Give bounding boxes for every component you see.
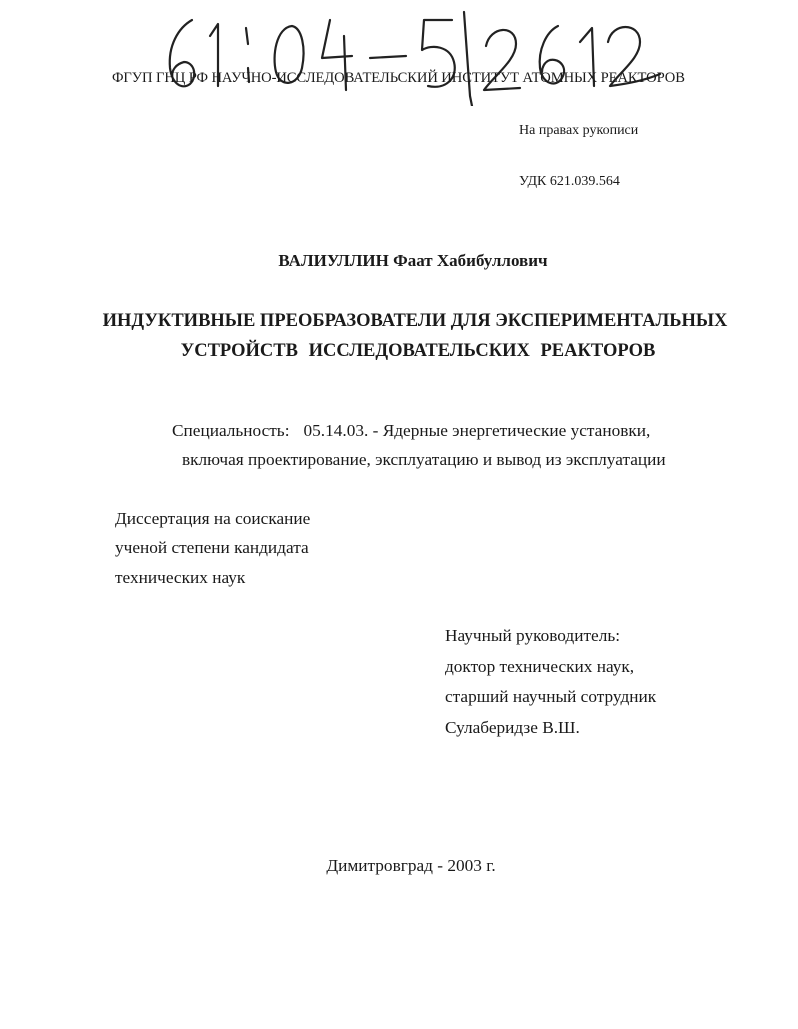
specialty-code: 05.14.03. - Ядерные энергетические установки,	[303, 421, 651, 440]
handwritten-archive-number	[160, 6, 680, 106]
supervisor-line-3: старший научный сотрудник	[445, 687, 657, 706]
supervisor-block	[445, 621, 656, 743]
specialty-block	[172, 416, 666, 474]
manuscript-rights-note: На правах рукописи	[519, 123, 639, 138]
degree-block	[115, 504, 310, 592]
udc-code: УДК 621.039.564	[519, 174, 620, 189]
institute-name: ФГУП ГНЦ РФ НАУЧНО-ИССЛЕДОВАТЕЛЬСКИЙ ИНСТИТУТ АТОМНЫХ РЕАКТОРОВ	[112, 70, 685, 86]
specialty-line-2: включая проектирование, эксплуатацию и вывод из эксплуатации	[182, 450, 666, 469]
dissertation-title	[0, 306, 798, 366]
author-name: ВАЛИУЛЛИН Фаат Хабибуллович	[278, 251, 548, 270]
degree-line-3: технических наук	[115, 567, 246, 587]
degree-line-1: Диссертация на соискание	[115, 509, 311, 528]
degree-line-2: ученой степени кандидата	[115, 538, 309, 558]
title-line-2: УСТРОЙСТВ ИССЛЕДОВАТЕЛЬСКИХ РЕАКТОРОВ	[180, 341, 656, 361]
specialty-line-1	[172, 416, 666, 445]
supervisor-line-2: доктор технических наук,	[445, 656, 635, 676]
title-line-1: ИНДУКТИВНЫЕ ПРЕОБРАЗОВАТЕЛИ ДЛЯ ЭКСПЕРИМЕНТАЛЬНЫХ	[102, 311, 728, 331]
supervisor-line-1: Научный руководитель:	[445, 626, 620, 645]
supervisor-name: Сулаберидзе В.Ш.	[445, 717, 580, 737]
city-and-year: Димитровград - 2003 г.	[326, 856, 496, 875]
specialty-label: Специальность:	[172, 421, 290, 440]
